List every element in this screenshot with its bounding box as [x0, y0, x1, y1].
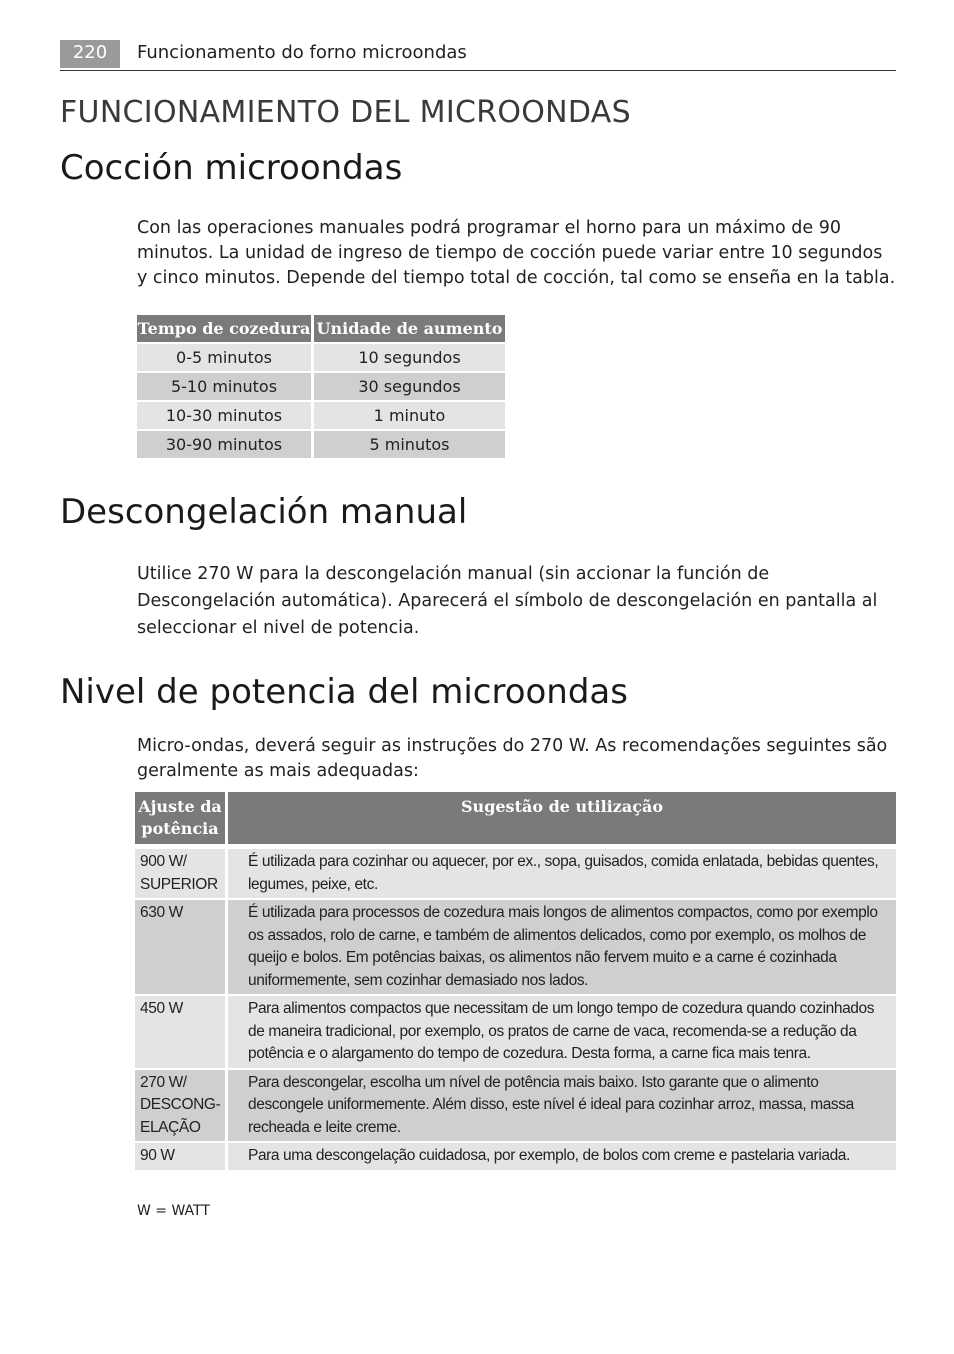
table-cell: 5-10 minutos	[137, 371, 314, 400]
table-cell: 10 segundos	[314, 342, 505, 371]
table-row	[135, 1141, 896, 1170]
table-cell: É utilizada para processos de cozedura mais longos de alimentos compactos, como por exemplo os assados, rolo de carne, e também de alimentos delicados, como por exemplo, os molhos de queijo e bolos. Em potências baixas, os alimentos não fervem muito e a carne é cozinhada uniformemente, sem cozinhar demasiado nos lados.	[228, 898, 896, 994]
table-cell: 450 W	[135, 994, 228, 1068]
page-header	[60, 40, 896, 71]
running-title: Funcionamento do forno microondas	[137, 42, 467, 63]
table-cell: 900 W/ SUPERIOR	[135, 844, 228, 898]
paragraph-potencia: Micro-ondas, deverá seguir as instruções do 270 W. As recomendações seguintes são geralmente as mais adequadas:	[137, 736, 888, 781]
table-cell: 10-30 minutos	[137, 400, 314, 429]
table-row	[135, 1068, 896, 1142]
heading-descongelacion: Descongelación manual	[60, 492, 468, 532]
paragraph-descongelacion: Utilice 270 W para la descongelación manual (sin accionar la función de Descongelación automática). Aparecerá el símbolo de descongelación en pantalla al seleccionar el nivel de potencia.	[137, 564, 878, 638]
table-cell: 90 W	[135, 1141, 228, 1170]
table-cell: 30-90 minutos	[137, 429, 314, 458]
table-row	[137, 371, 505, 400]
table-cell: 630 W	[135, 898, 228, 994]
table-cell: 270 W/ DESCONG- ELAÇÃO	[135, 1068, 228, 1142]
table-cell: Para uma descongelação cuidadosa, por exemplo, de bolos com creme e pastelaria variada.	[228, 1141, 896, 1170]
table-cell: 1 minuto	[314, 400, 505, 429]
power-level-table	[135, 792, 896, 1170]
table-row	[135, 844, 896, 898]
table-row	[137, 400, 505, 429]
column-header: Sugestão de utilização	[228, 792, 896, 844]
column-header: Ajuste da potência	[135, 792, 228, 844]
page-number: 220	[60, 40, 120, 68]
table-row	[135, 994, 896, 1068]
paragraph-coccion: Con las operaciones manuales podrá programar el horno para un máximo de 90 minutos. La unidad de ingreso de tiempo de cocción puede variar entre 10 segundos y cinco minutos. Depende del tiempo total de cocción, tal como se enseña en la tabla.	[137, 218, 896, 288]
table-header-row	[135, 792, 896, 844]
heading-coccion: Cocción microondas	[60, 148, 403, 188]
table-cell: Para descongelar, escolha um nível de potência mais baixo. Isto garante que o alimento descongele uniformemente. Além disso, este nível é ideal para cozinhar arroz, massa, massa recheada e leite creme.	[228, 1068, 896, 1142]
table-cell: Para alimentos compactos que necessitam de um longo tempo de cozedura quando cozinhados de maneira tradicional, por exemplo, os pratos de carne de vaca, recomenda-se a redução da potência e o alargamento do tempo de cozedura. Desta forma, a carne fica mais tenra.	[228, 994, 896, 1068]
table-row	[135, 898, 896, 994]
table-cell: É utilizada para cozinhar ou aquecer, por ex., sopa, guisados, comida enlatada, bebidas quentes, legumes, peixe, etc.	[228, 844, 896, 898]
column-header: Unidade de aumento	[314, 315, 505, 342]
table-row	[137, 342, 505, 371]
table-cell: 5 minutos	[314, 429, 505, 458]
table-row	[137, 429, 505, 458]
section-title: FUNCIONAMIENTO DEL MICROONDAS	[60, 95, 631, 130]
table-header-row	[137, 315, 505, 342]
footnote: W = WATT	[137, 1203, 210, 1219]
table-cell: 0-5 minutos	[137, 342, 314, 371]
cooking-time-table	[137, 315, 505, 458]
heading-potencia: Nivel de potencia del microondas	[60, 672, 628, 712]
column-header: Tempo de cozedura	[137, 315, 314, 342]
table-cell: 30 segundos	[314, 371, 505, 400]
